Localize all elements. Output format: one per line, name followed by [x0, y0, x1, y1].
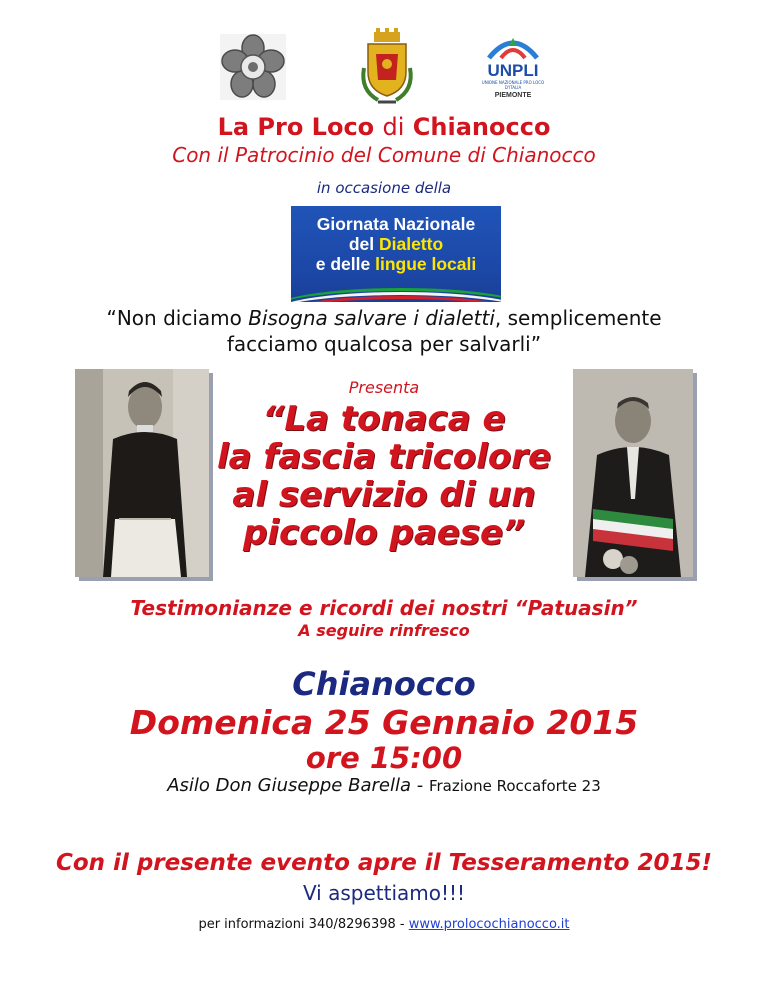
event-title-line-3: al servizio di un [232, 475, 536, 515]
occasione-line: in occasione della [316, 179, 452, 197]
venue-name: Asilo Don Giuseppe Barella [167, 775, 411, 796]
quote-rest: , semplicemente [494, 306, 662, 330]
giornata-nazionale-banner [291, 206, 501, 302]
venue-address: Frazione Roccaforte 23 [428, 777, 601, 795]
unpli-name: UNPLI [487, 61, 539, 80]
banner-lingue-locali: lingue locali [375, 254, 477, 274]
pro-loco-flower-icon [220, 34, 286, 100]
pro-loco-logo [220, 34, 286, 100]
coat-of-arms-icon [356, 28, 418, 106]
unpli-subtitle: UNIONE NAZIONALE PRO LOCO D'ITALIA [481, 80, 545, 90]
banner-dialetto: Dialetto [378, 234, 444, 254]
banner-del: del [348, 234, 375, 254]
page-title [0, 113, 768, 141]
title-di: di [382, 113, 405, 141]
banner-line-2 [291, 234, 501, 254]
event-venue [0, 775, 768, 796]
quote-open: “Non diciamo [106, 306, 249, 330]
event-title-line-4: piccolo paese” [242, 513, 526, 553]
quote-line-2: facciamo qualcosa per salvarli” [226, 332, 542, 356]
info-line [0, 917, 768, 932]
title-pro-loco: La Pro Loco [217, 113, 375, 141]
event-title [0, 400, 768, 552]
patrocinio-line: Con il Patrocinio del Comune di Chianocco [172, 143, 596, 167]
unpli-logo [479, 28, 547, 104]
banner-line-3 [291, 254, 501, 274]
event-title-line-2: la fascia tricolore [216, 437, 552, 477]
event-title-line-1: “La tonaca e [262, 399, 506, 439]
event-place: Chianocco [292, 665, 476, 703]
presenta-label: Presenta [348, 378, 420, 397]
tesseramento-line: Con il presente evento apre il Tesseramento 2015! [56, 850, 712, 876]
aspettiamo-line: Vi aspettiamo!!! [302, 881, 466, 905]
website-link[interactable]: www.prolocochianocco.it [408, 917, 570, 932]
banner-e-delle: e delle [315, 254, 371, 274]
comune-coat-of-arms [356, 28, 418, 106]
banner-line-1: Giornata Nazionale [316, 214, 476, 234]
rinfresco-line: A seguire rinfresco [298, 621, 470, 640]
info-text: per informazioni 340/8296398 - [198, 917, 409, 932]
quote [0, 305, 768, 357]
unpli-region: PIEMONTE [494, 92, 532, 99]
event-date: Domenica 25 Gennaio 2015 [129, 703, 639, 742]
venue-separator: - [411, 775, 429, 796]
event-time: ore 15:00 [305, 741, 463, 775]
title-chianocco: Chianocco [412, 113, 551, 141]
quote-italic: Bisogna salvare i dialetti [248, 306, 495, 330]
event-subtitle: Testimonianze e ricordi dei nostri “Patuasin” [130, 596, 638, 620]
